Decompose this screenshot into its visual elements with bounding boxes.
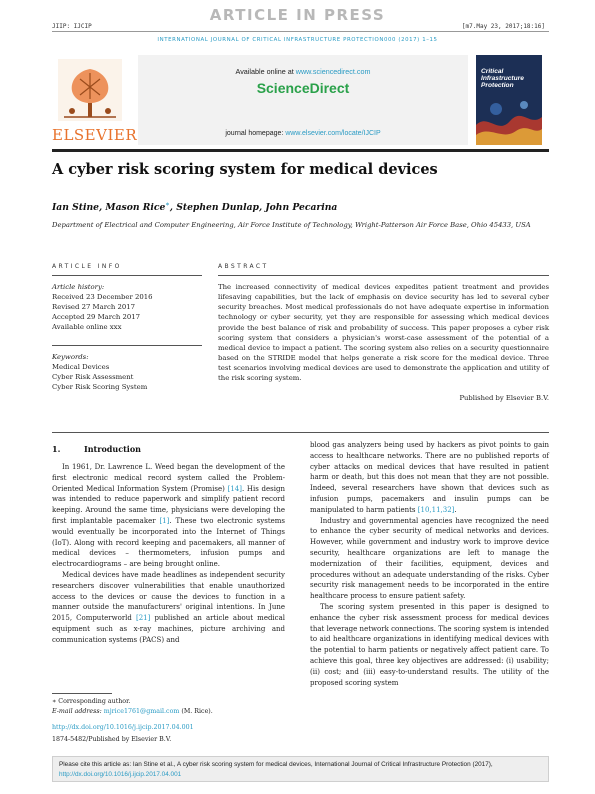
authors-rest: , Stephen Dunlap, John Pecarina — [169, 202, 338, 214]
publisher-line: Published by Elsevier B.V. — [459, 393, 549, 402]
sciencedirect-link[interactable]: www.sciencedirect.com — [295, 67, 371, 76]
homepage-prefix: journal homepage: — [225, 130, 284, 137]
footnote-mark: ∗ — [52, 698, 57, 705]
front-matter-rule — [52, 432, 549, 433]
elsevier-tree-icon — [58, 59, 122, 121]
article-info-column — [52, 263, 202, 392]
journal-cover-thumbnail[interactable] — [476, 55, 542, 145]
available-online-date: Available online xxx — [52, 323, 122, 331]
citation-link[interactable]: [14] — [227, 484, 242, 493]
header-divider — [52, 31, 549, 32]
corresponding-author-footnote — [52, 697, 285, 716]
article-info-rule — [52, 275, 202, 276]
author-email-link[interactable]: mjrice1761@gmail.com — [103, 707, 180, 715]
article-in-press-banner: ARTICLE IN PRESS — [209, 6, 386, 24]
body-column-right — [310, 440, 549, 688]
citation-text: Please cite this article as: Ian Stine et al., A cyber risk scoring system for medical devices, International Journal of Critical Infrastructure Protection (2017), — [59, 761, 493, 768]
cover-title: Critical Infrastructure Protection — [481, 68, 524, 90]
article-info-heading: ARTICLE INFO — [52, 263, 122, 270]
elsevier-wordmark: ELSEVIER — [52, 126, 138, 144]
keyword-item: Cyber Risk Assessment — [52, 373, 134, 381]
article-title: A cyber risk scoring system for medical devices — [52, 161, 438, 178]
intro-paragraph-1: In 1961, Dr. Lawrence L. Weed began the development of the first electronic medical record system called the Problem-Oriented Medical Information System (Promise) [14]. His design was intended to reduce paperwork and simplify patient record keeping. Around the same time, physicians were developing the first implantable pacemaker [1]. These two electronic systems would eventually be incorporated into the Internet of Things (IoT). Along with record keeping and pacemakers, all manner of medical devices – thermometers, infusion pumps and electrocardiograms – are being brought online. — [52, 463, 286, 569]
keyword-item: Cyber Risk Scoring System — [52, 383, 148, 391]
issn-line: 1874-5482/Published by Elsevier B.V. — [52, 736, 172, 743]
journal-reference: INTERNATIONAL JOURNAL OF CRITICAL INFRASTRUCTURE PROTECTION000 (2017) 1–15 — [157, 37, 438, 43]
article-history-label: Article history: — [52, 283, 105, 291]
doi-link[interactable]: http://dx.doi.org/10.1016/j.ijcip.2017.04.001 — [52, 724, 194, 731]
elsevier-logo[interactable] — [52, 55, 138, 145]
section-heading-introduction — [52, 444, 141, 454]
citation-link[interactable]: [21] — [135, 614, 151, 623]
corresponding-label: Corresponding author. — [58, 698, 131, 705]
journal-masthead — [138, 55, 468, 145]
footnote-rule — [52, 693, 112, 694]
accepted-date: Accepted 29 March 2017 — [52, 313, 141, 321]
received-date: Received 23 December 2016 — [52, 293, 153, 301]
email-suffix: (M. Rice). — [181, 707, 213, 715]
citation-doi-link[interactable]: http://dx.doi.org/10.1016/j.ijcip.2017.04.001 — [59, 770, 182, 778]
running-header-left: JIIP: IJCIP — [52, 23, 92, 30]
available-prefix: Available online at — [235, 67, 294, 76]
body-column-left — [52, 462, 285, 646]
intro-paragraph-2: Medical devices have made headlines as independent security researchers discover vulnerabilities that enable unauthorized access to the devices or cause the devices to function in a manner outside the manufacturers' original intentions. In June 2015, Computerworld [21] published an article about medical equipment such as x-ray machines, picture archiving and communication systems (PACS) and — [52, 570, 286, 644]
intro-paragraph-5: The scoring system presented in this paper is designed to enhance the cyber risk assessment process for medical devices that leverage network connections. The scoring system is intended to aid healthcare organizations in identifying medical devices with the potential to harm patients or negatively affect patient care. To achieve this goal, three key objectives are addressed: (i) usability; (ii) cost; and (iii) easy-to-understand results. The utility of the proposed scoring system — [310, 602, 549, 687]
section-title: Introduction — [84, 444, 141, 454]
authors-first: Ian Stine, Mason Rice — [52, 202, 166, 214]
abstract-text: The increased connectivity of medical devices expedites patient treatment and provides lifesaving capabilities, but the lack of emphasis on device security has led to several cyber security breaches. Most medical professionals do not have adequate expertise in information technology or cyber security, yet they are responsible for assessing which medical devices provide the best balance of risk and probability of success. This paper proposes a cyber risk scoring system that considers a physician's worst-case assessment of the potential of a medical device to impact a patient. The scoring system also relies on a security questionnaire based on the STRIDE model that helps generate a risk score for the medical device. Three test scenarios involving medical devices are used to demonstrate the application and utility of the risk scoring system. — [218, 283, 549, 383]
available-online-line — [138, 67, 468, 76]
corresponding-author-mark[interactable]: ∗ — [165, 200, 170, 208]
author-list — [52, 200, 337, 213]
abstract-heading: ABSTRACT — [218, 263, 269, 270]
journal-homepage-line — [138, 130, 468, 137]
email-label: E-mail address: — [52, 707, 102, 715]
keyword-item: Medical Devices — [52, 363, 110, 371]
intro-paragraph-4: Industry and governmental agencies have recognized the need to enhance the cyber security of medical networks and devices. However, while government and industry work to improve device security, healthcare organizations are left to manage the modernization of their facilities, equipment, devices and procedures without an adequate understanding of the risks. Cyber security risk management needs to be incorporated in the entire healthcare process to ensure patient safety. — [310, 516, 549, 601]
abstract-column — [218, 263, 549, 402]
cover-artwork-icon — [476, 95, 542, 145]
revised-date: Revised 27 March 2017 — [52, 303, 136, 311]
keywords-rule — [52, 345, 202, 346]
citation-notice-box — [52, 756, 549, 782]
sciencedirect-logo[interactable]: ScienceDirect — [256, 80, 350, 96]
author-affiliation: Department of Electrical and Computer Engineering, Air Force Institute of Technology, Wright-Patterson Air Force Base, Ohio 45433, USA — [52, 221, 531, 229]
citation-link[interactable]: [1] — [159, 516, 170, 525]
intro-paragraph-3: blood gas analyzers being used by hackers as pivot points to gain access to healthcare networks. There are no published reports of cyber attacks on medical devices that have resulted in patient harm or death, but this does not mean that they are not possible. Indeed, several researchers have shown that devices such as infusion pumps, pacemakers and insulin pumps can be manipulated to harm patients [10,11,32]. — [310, 441, 549, 514]
section-number: 1. — [52, 444, 61, 454]
masthead-rule — [52, 149, 549, 152]
abstract-rule — [218, 275, 549, 276]
citation-link[interactable]: [10,11,32] — [417, 505, 455, 514]
journal-homepage-link[interactable]: www.elsevier.com/locate/IJCIP — [285, 130, 381, 137]
running-header-right: [m7.May 23, 2017;18:16] — [461, 23, 545, 30]
keywords-label: Keywords: — [52, 353, 89, 361]
